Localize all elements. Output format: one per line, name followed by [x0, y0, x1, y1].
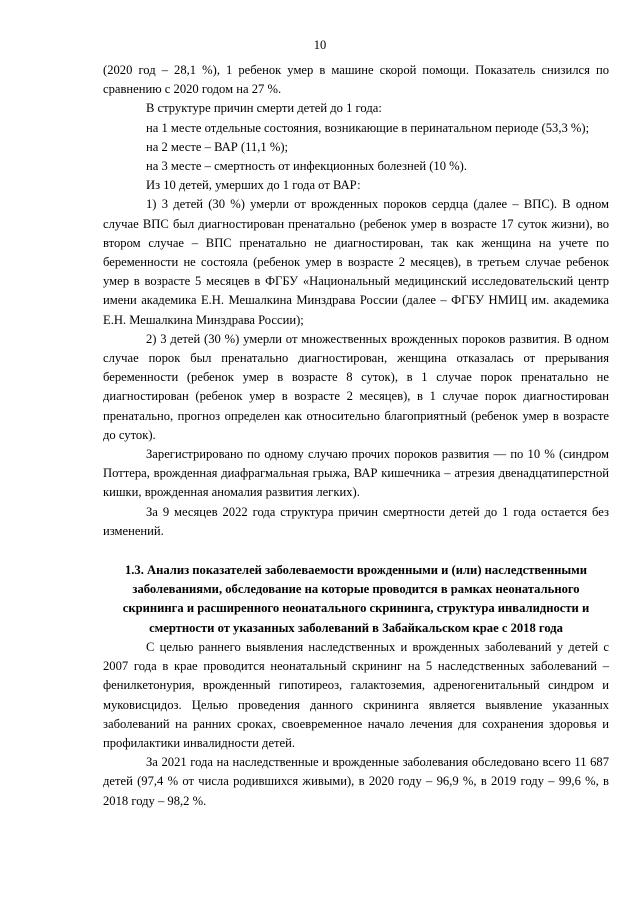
paragraph: на 3 месте – смертность от инфекционных болезней (10 %).: [146, 159, 468, 174]
paragraph: (2020 год – 28,1 %), 1 ребенок умер в машине скорой помощи. Показатель снизился по сравнению с 2020 годом на 27 %.: [103, 63, 609, 97]
paragraph: 2) 3 детей (30 %) умерли от множественных врожденных пороков развития. В одном случае порок был пренатально диагностирован, женщина отказалась от прерывания беременности (ребенок умер в возрасте 8 суток), в 1 случае порок пренатально не диагностирован (ребенок умер в возрасте 2 месяцев), в 1 случае порок диагностирован пренатально, прогноз определен как относительно благоприятный (ребенок умер в возрасте до суток).: [103, 331, 609, 442]
document-body: [103, 61, 609, 811]
paragraph: Зарегистрировано по одному случаю прочих пороков развития — по 10 % (синдром Поттера, врожденная диафрагмальная грыжа, ВАР кишечника – атрезия двенадцатиперстной кишки, врожденная аномалия развития легких).: [103, 447, 609, 500]
section-gap: [103, 541, 609, 561]
paragraph: 1) 3 детей (30 %) умерли от врожденных пороков сердца (далее – ВПС). В одном случае ВПС был диагностирован пренатально (ребенок умер в возрасте 17 суток жизни), во втором случае – ВПС пренатально не диагностирован, так как женщина на учете по беременности не состояла (ребенок умер в возрасте 2 месяцев), в третьем случае ребенок умер в возрасте 5 месяцев в ФГБУ «Национальный медицинский исследовательский центр имени академика Е.Н. Мешалкина Минздрава России (далее – ФГБУ НМИЦ им. академика Е.Н. Мешалкина Минздрава России);: [103, 197, 609, 327]
page-number: 10: [313, 38, 327, 52]
bottom-paragraphs: [103, 638, 609, 811]
paragraph: За 9 месяцев 2022 года структура причин смертности детей до 1 года остается без изменений.: [103, 504, 609, 538]
paragraph: С целью раннего выявления наследственных и врожденных заболеваний у детей с 2007 года в крае проводится неонатальный скрининг на 5 наследственных заболеваний – фенилкетонурия, врожденный гипотиреоз, галактоземия, адреногенитальный синдром и муковисцидоз. Целью проведения данного скрининга является выявление указанных заболеваний на ранних сроках, своевременное начало лечения для сохранения здоровья и профилактики инвалидности детей.: [103, 639, 609, 750]
paragraph: на 2 месте – ВАР (11,1 %);: [146, 139, 289, 154]
paragraph: В структуре причин смерти детей до 1 года:: [146, 101, 382, 116]
section-heading: 1.3. Анализ показателей заболеваемости врожденными и (или) наследственными заболеваниями, обследование на которые проводится в рамках неонатального скрининга и расширенного неонатального скрининга, структура инвалидности и смертности от указанных заболеваний в Забайкальском крае с 2018 года: [122, 563, 590, 635]
top-paragraphs: [103, 61, 609, 541]
paragraph: на 1 месте отдельные состояния, возникающие в перинатальном периоде (53,3 %);: [146, 120, 590, 135]
paragraph: Из 10 детей, умерших до 1 года от ВАР:: [146, 178, 361, 193]
paragraph: За 2021 года на наследственные и врожденные заболевания обследовано всего 11 687 детей (97,4 % от числа родившихся живыми), в 2020 году – 96,9 %, в 2019 году – 99,6 %, в 2018 году – 98,2 %.: [103, 755, 609, 808]
